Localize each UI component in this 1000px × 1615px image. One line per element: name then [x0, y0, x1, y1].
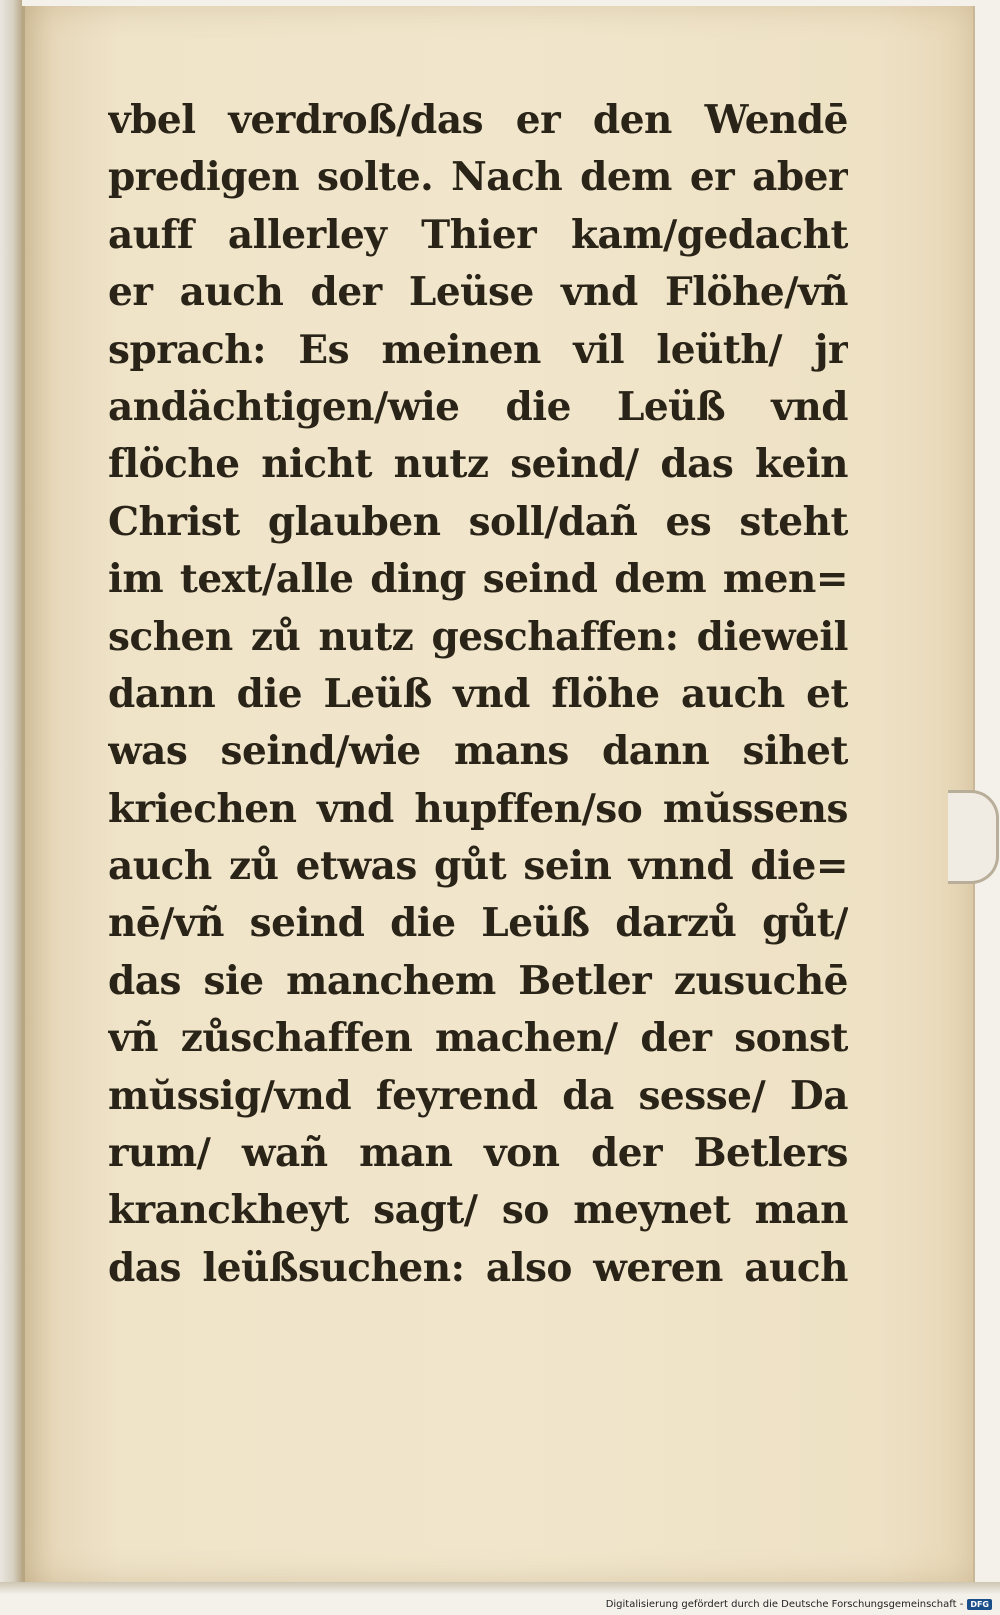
text-line: schen zů nutz geschaffen: dieweil — [108, 613, 848, 660]
text-line: vbel verdroß/das er den Wendē — [108, 97, 848, 143]
text-line: auch zů etwas gůt sein vnnd die= — [108, 843, 848, 890]
text-line: kranckheyt sagt/ so meynet man — [108, 1187, 848, 1234]
page-edge — [0, 0, 22, 1582]
page-clip-tab — [948, 790, 999, 884]
text-line: predigen solte. Nach dem er aber — [108, 154, 848, 201]
text-line: dann die Leüß vnd flöhe auch et — [108, 670, 848, 717]
text-line: nē/vñ seind die Leüß darzů gůt/ — [108, 900, 848, 947]
credit-text: Digitalisierung gefördert durch die Deutsche Forschungsgemeinschaft - — [605, 1598, 964, 1610]
dfg-logo: DFG — [967, 1599, 992, 1610]
text-line: andächtigen/wie die Leüß vnd — [108, 383, 848, 430]
text-line: er auch der Leüse vnd Flöhe/vñ — [108, 269, 848, 316]
text-line: flöche nicht nutz seind/ das kein — [108, 441, 848, 488]
text-line: rum/ wañ man von der Betlers — [108, 1130, 848, 1177]
text-line: das leüßsuchen: also weren auch — [108, 1244, 848, 1291]
text-line: das sie manchem Betler zusuchē — [108, 957, 848, 1004]
text-line: was seind/wie mans dann sihet — [108, 728, 848, 775]
page-bottom-shadow — [0, 1582, 1000, 1594]
text-line: sprach: Es meinen vil leüth/ jr — [108, 326, 848, 373]
text-line: Christ glauben soll/dañ es steht — [108, 498, 848, 545]
text-line: vñ zůschaffen machen/ der sonst — [108, 1015, 848, 1062]
text-line: im text/alle ding seind dem men= — [108, 556, 848, 603]
digitization-credit — [606, 1595, 992, 1613]
text-line: auff allerley Thier kam/gedacht — [108, 211, 848, 258]
body-text — [108, 92, 848, 1297]
text-line: mŭssig/vnd feyrend da sesse/ Da — [108, 1072, 848, 1119]
text-line: kriechen vnd hupffen/so mŭssens — [108, 785, 848, 832]
